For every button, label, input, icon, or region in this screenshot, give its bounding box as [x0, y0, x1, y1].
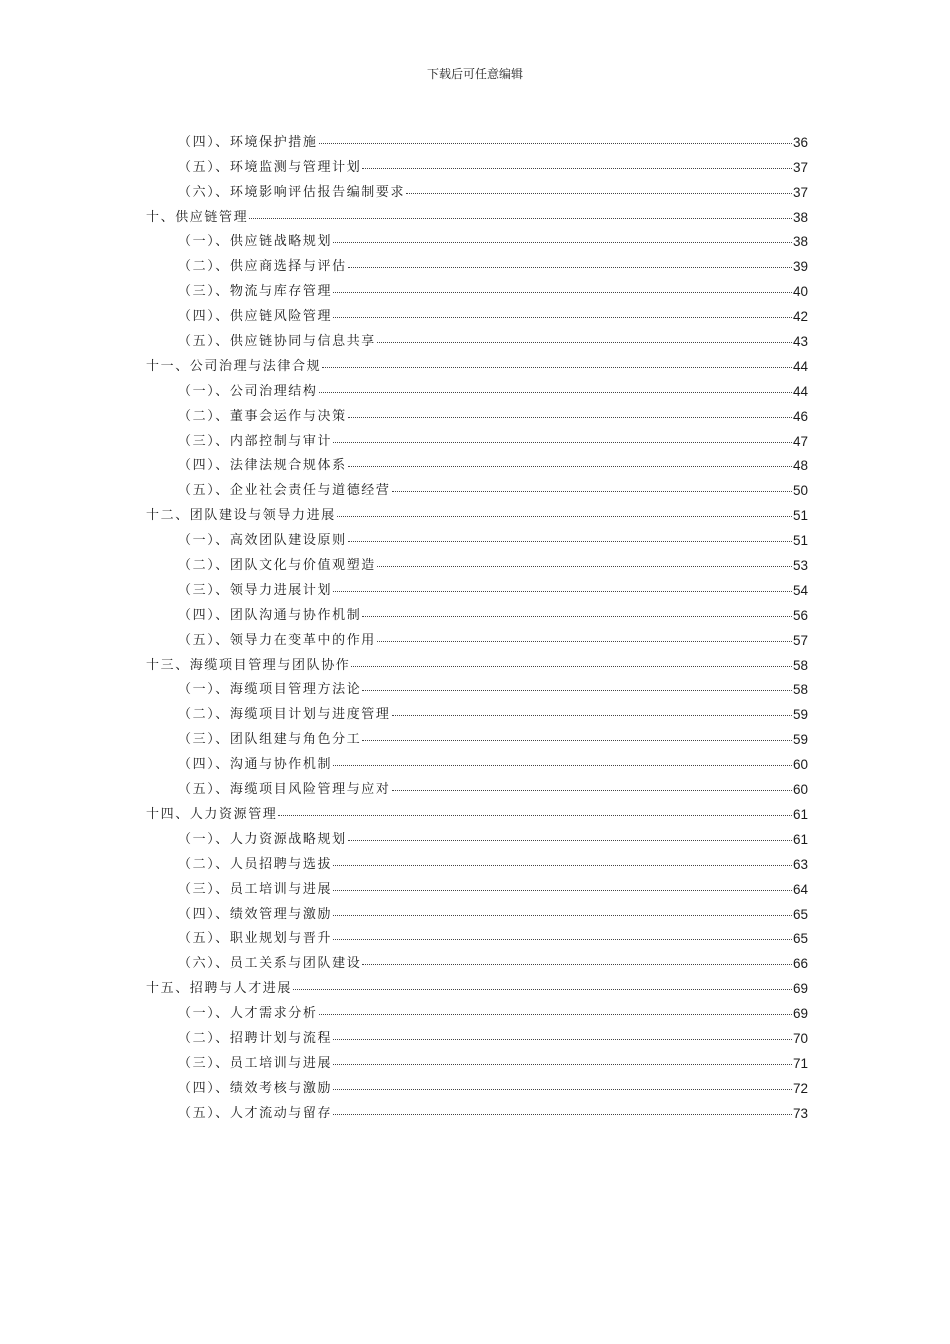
toc-entry-page-number: 42 [792, 309, 808, 325]
toc-entry-page-number: 65 [792, 931, 808, 947]
toc-entry-page-number: 37 [792, 184, 808, 200]
toc-entry-title: 十三、海缆项目管理与团队协作 [146, 657, 351, 673]
toc-entry[interactable] [146, 822, 808, 847]
toc-entry[interactable] [146, 449, 808, 474]
toc-entry[interactable] [146, 971, 808, 996]
toc-entry-title: （五）、供应链协同与信息共享 [178, 334, 376, 350]
toc-entry[interactable] [146, 523, 808, 548]
toc-dot-leader [392, 790, 792, 791]
toc-entry-page-number: 47 [792, 433, 808, 449]
toc-entry[interactable] [146, 1071, 808, 1096]
toc-dot-leader [319, 392, 792, 393]
toc-entry[interactable] [146, 1021, 808, 1046]
toc-entry-page-number: 53 [792, 558, 808, 574]
toc-entry-page-number: 58 [792, 682, 808, 698]
toc-entry-page-number: 50 [792, 483, 808, 499]
page-header: 下载后可任意编辑 [426, 67, 523, 81]
toc-entry-title: 十四、人力资源管理 [146, 806, 278, 822]
toc-entry-page-number: 63 [792, 856, 808, 872]
toc-entry[interactable] [146, 772, 808, 797]
toc-entry-title: （五）、人才流动与留存 [178, 1105, 333, 1121]
toc-entry-page-number: 46 [792, 408, 808, 424]
toc-entry-title: （一）、人力资源战略规划 [178, 831, 347, 847]
toc-entry[interactable] [146, 573, 808, 598]
toc-entry-title: （三）、员工培训与进展 [178, 1055, 333, 1071]
toc-entry-title: （二）、招聘计划与流程 [178, 1030, 333, 1046]
toc-entry[interactable] [146, 1096, 808, 1121]
toc-dot-leader [348, 840, 792, 841]
toc-entry-title: （三）、物流与库存管理 [178, 284, 333, 300]
toc-entry-page-number: 48 [792, 458, 808, 474]
toc-entry-title: （一）、公司治理结构 [178, 383, 318, 399]
toc-entry[interactable] [146, 374, 808, 399]
toc-entry-title: （三）、团队组建与角色分工 [178, 732, 362, 748]
toc-dot-leader [319, 1014, 792, 1015]
toc-entry-page-number: 61 [792, 806, 808, 822]
toc-entry-title: （六）、员工关系与团队建设 [178, 956, 362, 972]
toc-entry-title: （五）、企业社会责任与道德经营 [178, 483, 391, 499]
toc-dot-leader [333, 442, 792, 443]
toc-entry-title: （二）、人员招聘与选拔 [178, 856, 333, 872]
toc-dot-leader [348, 417, 792, 418]
toc-entry[interactable] [146, 922, 808, 947]
toc-entry-title: （四）、沟通与协作机制 [178, 757, 333, 773]
toc-entry[interactable] [146, 623, 808, 648]
toc-entry[interactable] [146, 424, 808, 449]
toc-entry-title: （五）、领导力在变革中的作用 [178, 632, 376, 648]
toc-entry[interactable] [146, 349, 808, 374]
toc-entry[interactable] [146, 747, 808, 772]
toc-entry[interactable] [146, 697, 808, 722]
toc-entry-page-number: 51 [792, 508, 808, 524]
toc-entry[interactable] [146, 399, 808, 424]
toc-entry-title: （一）、高效团队建设原则 [178, 533, 347, 549]
toc-entry-page-number: 40 [792, 284, 808, 300]
toc-entry-page-number: 58 [792, 657, 808, 673]
toc-entry-page-number: 72 [792, 1080, 808, 1096]
toc-entry-page-number: 39 [792, 259, 808, 275]
toc-entry-page-number: 44 [792, 358, 808, 374]
toc-entry-page-number: 38 [792, 234, 808, 250]
toc-dot-leader [333, 890, 792, 891]
toc-dot-leader [348, 466, 792, 467]
toc-entry[interactable] [146, 797, 808, 822]
toc-entry-page-number: 43 [792, 334, 808, 350]
toc-entry-page-number: 64 [792, 881, 808, 897]
toc-entry-title: （四）、环境保护措施 [178, 134, 318, 150]
toc-dot-leader [333, 591, 792, 592]
toc-entry[interactable] [146, 249, 808, 274]
toc-entry-page-number: 51 [792, 533, 808, 549]
toc-dot-leader [362, 690, 792, 691]
toc-entry-title: （二）、供应商选择与评估 [178, 259, 347, 275]
toc-entry-title: （六）、环境影响评估报告编制要求 [178, 184, 406, 200]
toc-entry-title: （四）、绩效管理与激励 [178, 906, 333, 922]
toc-entry-page-number: 66 [792, 956, 808, 972]
toc-entry[interactable] [146, 225, 808, 250]
toc-entry-title: （五）、职业规划与晋升 [178, 931, 333, 947]
toc-entry-page-number: 65 [792, 906, 808, 922]
toc-entry-title: （四）、团队沟通与协作机制 [178, 607, 362, 623]
toc-entry-page-number: 36 [792, 134, 808, 150]
toc-dot-leader [293, 989, 792, 990]
toc-dot-leader [377, 342, 792, 343]
toc-entry-title: （三）、领导力进展计划 [178, 582, 333, 598]
toc-entry-title: （五）、环境监测与管理计划 [178, 159, 362, 175]
toc-entry-title: 十五、招聘与人才进展 [146, 981, 293, 997]
toc-dot-leader [392, 715, 792, 716]
toc-dot-leader [333, 765, 792, 766]
toc-entry[interactable] [146, 722, 808, 747]
toc-entry[interactable] [146, 946, 808, 971]
toc-entry-title: （三）、内部控制与审计 [178, 433, 333, 449]
toc-dot-leader [278, 815, 792, 816]
toc-entry-page-number: 59 [792, 732, 808, 748]
toc-entry-title: （二）、海缆项目计划与进度管理 [178, 707, 391, 723]
toc-dot-leader [333, 865, 792, 866]
toc-dot-leader [333, 1089, 792, 1090]
toc-dot-leader [362, 616, 792, 617]
toc-entry-title: 十二、团队建设与领导力进展 [146, 508, 336, 524]
toc-entry-page-number: 38 [792, 209, 808, 225]
toc-entry-page-number: 69 [792, 981, 808, 997]
toc-dot-leader [348, 541, 792, 542]
toc-entry-page-number: 59 [792, 707, 808, 723]
toc-entry[interactable] [146, 299, 808, 324]
toc-dot-leader [319, 143, 792, 144]
toc-entry[interactable] [146, 1046, 808, 1071]
toc-entry-title: 十、供应链管理 [146, 209, 249, 225]
toc-entry-title: （一）、海缆项目管理方法论 [178, 682, 362, 698]
toc-entry[interactable] [146, 175, 808, 200]
toc-entry[interactable] [146, 150, 808, 175]
toc-entry[interactable] [146, 125, 808, 150]
toc-dot-leader [392, 491, 792, 492]
toc-entry-title: 十一、公司治理与法律合规 [146, 358, 322, 374]
toc-entry-title: （四）、法律法规合规体系 [178, 458, 347, 474]
toc-dot-leader [333, 242, 792, 243]
toc-entry[interactable] [146, 473, 808, 498]
toc-entry-page-number: 37 [792, 159, 808, 175]
toc-dot-leader [377, 641, 792, 642]
toc-entry-title: （三）、员工培训与进展 [178, 881, 333, 897]
toc-dot-leader [377, 566, 792, 567]
toc-entry[interactable] [146, 872, 808, 897]
toc-entry-title: （四）、供应链风险管理 [178, 309, 333, 325]
toc-entry[interactable] [146, 498, 808, 523]
toc-dot-leader [362, 168, 792, 169]
toc-entry-title: （四）、绩效考核与激励 [178, 1080, 333, 1096]
toc-dot-leader [333, 1039, 792, 1040]
toc-entry-page-number: 60 [792, 757, 808, 773]
toc-entry[interactable] [146, 548, 808, 573]
toc-entry-page-number: 54 [792, 582, 808, 598]
toc-dot-leader [333, 939, 792, 940]
toc-entry-page-number: 73 [792, 1105, 808, 1121]
toc-entry[interactable] [146, 648, 808, 673]
toc-dot-leader [333, 292, 792, 293]
table-of-contents [146, 125, 808, 1121]
toc-dot-leader [362, 964, 792, 965]
toc-dot-leader [333, 915, 792, 916]
toc-entry[interactable] [146, 897, 808, 922]
toc-entry-page-number: 60 [792, 782, 808, 798]
toc-entry-title: （一）、人才需求分析 [178, 1006, 318, 1022]
toc-dot-leader [333, 1064, 792, 1065]
toc-dot-leader [351, 666, 792, 667]
toc-entry-page-number: 69 [792, 1006, 808, 1022]
toc-entry[interactable] [146, 996, 808, 1021]
toc-entry[interactable] [146, 598, 808, 623]
toc-entry[interactable] [146, 274, 808, 299]
toc-dot-leader [337, 516, 792, 517]
toc-dot-leader [362, 740, 792, 741]
toc-entry[interactable] [146, 673, 808, 698]
toc-dot-leader [333, 1114, 792, 1115]
toc-dot-leader [348, 267, 792, 268]
toc-entry-page-number: 71 [792, 1055, 808, 1071]
toc-dot-leader [333, 317, 792, 318]
toc-entry[interactable] [146, 200, 808, 225]
toc-entry-page-number: 70 [792, 1030, 808, 1046]
toc-entry-title: （二）、董事会运作与决策 [178, 408, 347, 424]
toc-dot-leader [249, 218, 792, 219]
toc-entry-page-number: 56 [792, 607, 808, 623]
toc-entry[interactable] [146, 324, 808, 349]
toc-entry[interactable] [146, 847, 808, 872]
toc-entry-title: （五）、海缆项目风险管理与应对 [178, 782, 391, 798]
toc-entry-page-number: 44 [792, 383, 808, 399]
toc-entry-page-number: 61 [792, 831, 808, 847]
toc-dot-leader [322, 367, 792, 368]
toc-entry-title: （一）、供应链战略规划 [178, 234, 333, 250]
toc-entry-page-number: 57 [792, 632, 808, 648]
toc-dot-leader [406, 193, 792, 194]
toc-entry-title: （二）、团队文化与价值观塑造 [178, 558, 376, 574]
